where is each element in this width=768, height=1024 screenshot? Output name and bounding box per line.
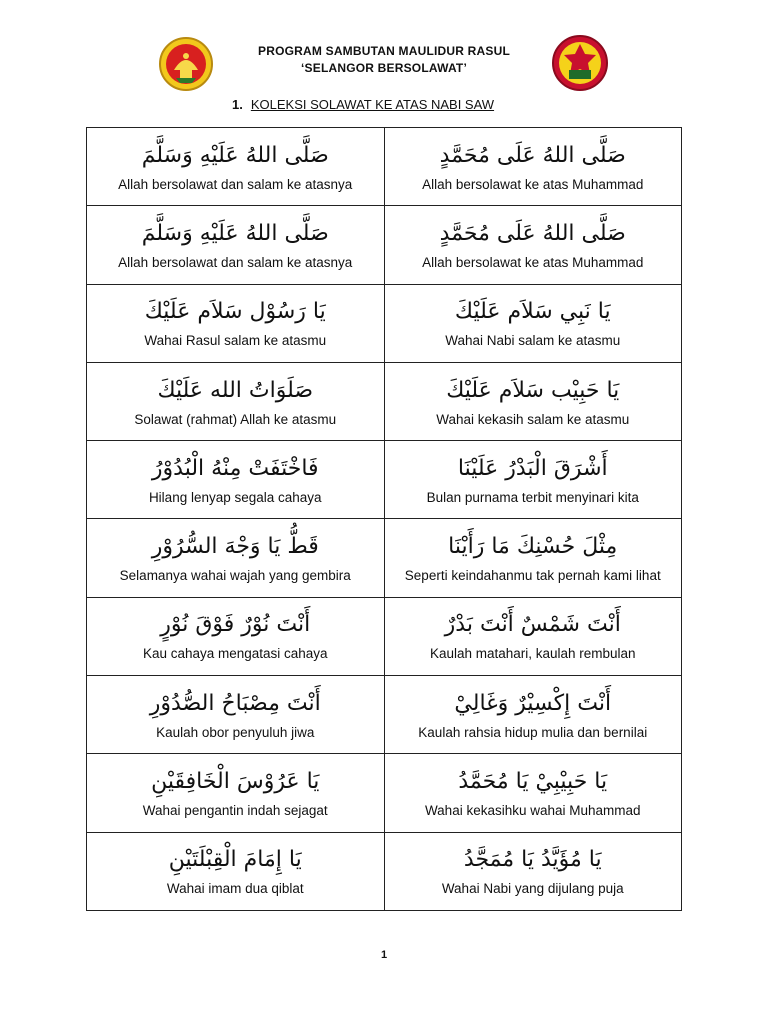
left-cell <box>87 597 385 675</box>
translation-text: Kaulah matahari, kaulah rembulan <box>429 646 636 662</box>
arabic-text: يَا مُؤَيَّدُ يَا مُمَجَّدُ <box>463 847 602 873</box>
translation-text: Wahai Rasul salam ke atasmu <box>144 333 327 349</box>
arabic-text: صَلَّى اللهُ عَلَى مُحَمَّدٍ <box>439 220 626 246</box>
program-subtitle: ‘SELANGOR BERSOLAWAT’ <box>301 61 467 75</box>
arabic-text: أَنْتَ شَمْسٌ أَنْتَ بَدْرٌ <box>444 612 621 638</box>
translation-text: Hilang lenyap segala cahaya <box>148 489 322 505</box>
right-cell <box>384 754 682 832</box>
translation-text: Wahai kekasihku wahai Muhammad <box>424 803 641 819</box>
translation-text: Wahai imam dua qiblat <box>166 881 304 897</box>
right-cell <box>384 206 682 284</box>
translation-text: Kau cahaya mengatasi cahaya <box>142 646 328 662</box>
table-row <box>87 128 682 206</box>
program-title: PROGRAM SAMBUTAN MAULIDUR RASUL <box>258 44 510 58</box>
section-title: KOLEKSI SOLAWAT KE ATAS NABI SAW <box>250 97 495 112</box>
arabic-text: أَنْتَ نُوْرٌ فَوْقَ نُوْرٍ <box>160 612 311 638</box>
right-cell <box>384 597 682 675</box>
arabic-text: أَنْتَ إِكْسِيْرٌ وَغَالِيْ <box>454 690 612 716</box>
arabic-text: صَلَّى اللهُ عَلَيْهِ وَسَلَّمَ <box>141 220 329 246</box>
right-cell <box>384 676 682 754</box>
arabic-text: يَا حَبِيْبِيْ يَا مُحَمَّدُ <box>458 769 608 795</box>
translation-text: Allah bersolawat ke atas Muhammad <box>422 254 644 270</box>
left-cell <box>87 832 385 910</box>
translation-text: Wahai Nabi salam ke atasmu <box>445 333 621 349</box>
right-cell <box>384 441 682 519</box>
section-heading <box>232 97 494 112</box>
arabic-text: صَلَّى اللهُ عَلَى مُحَمَّدٍ <box>439 142 626 168</box>
translation-text: Solawat (rahmat) Allah ke atasmu <box>134 411 337 427</box>
left-cell <box>87 284 385 362</box>
table-row <box>87 206 682 284</box>
right-cell <box>384 519 682 597</box>
arabic-text: صَلَوَاتُ الله عَلَيْكَ <box>157 377 314 403</box>
section-number: 1. <box>232 97 243 112</box>
translation-text: Allah bersolawat dan salam ke atasnya <box>118 176 353 192</box>
solawat-table <box>86 127 682 911</box>
translation-text: Allah bersolawat dan salam ke atasnya <box>118 254 353 270</box>
arabic-text: يَا نَبِي سَلاَم عَلَيْكَ <box>454 299 611 325</box>
arabic-text: مِثْلَ حُسْنِكَ مَا رَأَيْنَا <box>448 534 618 560</box>
table-row <box>87 676 682 754</box>
translation-text: Wahai kekasih salam ke atasmu <box>436 411 630 427</box>
table-row <box>87 597 682 675</box>
left-cell <box>87 441 385 519</box>
left-cell <box>87 754 385 832</box>
translation-text: Allah bersolawat ke atas Muhammad <box>422 176 644 192</box>
table-row <box>87 362 682 440</box>
right-cell <box>384 284 682 362</box>
arabic-text: يَا عَرُوْسَ الْخَافِقَيْنِ <box>151 769 320 795</box>
translation-text: Seperti keindahanmu tak pernah kami lihat <box>404 568 661 584</box>
arabic-text: قَطُّ يَا وَجْهَ السُّرُوْرِ <box>151 534 319 560</box>
left-cell <box>87 206 385 284</box>
table-row <box>87 754 682 832</box>
arabic-text: أَنْتَ مِصْبَاحُ الصُّدُوْرِ <box>149 690 321 716</box>
arabic-text: يَا حَبِيْب سَلاَم عَلَيْكَ <box>446 377 620 403</box>
left-cell <box>87 362 385 440</box>
arabic-text: يَا إِمَامَ الْقِبْلَتَيْنِ <box>168 847 302 873</box>
translation-text: Wahai pengantin indah sejagat <box>142 803 328 819</box>
table-row <box>87 519 682 597</box>
translation-text: Wahai Nabi yang dijulang puja <box>441 881 624 897</box>
document-header <box>0 43 768 77</box>
arabic-text: فَاخْتَفَتْ مِنْهُ الْبُدُوْرُ <box>151 455 319 481</box>
translation-text: Kaulah rahsia hidup mulia dan bernilai <box>418 724 648 740</box>
translation-text: Selamanya wahai wajah yang gembira <box>119 568 351 584</box>
arabic-text: صَلَّى اللهُ عَلَيْهِ وَسَلَّمَ <box>141 142 329 168</box>
left-cell <box>87 676 385 754</box>
table-row <box>87 284 682 362</box>
right-cell <box>384 362 682 440</box>
right-cell <box>384 832 682 910</box>
table-row <box>87 441 682 519</box>
page-number: 1 <box>380 949 388 961</box>
translation-text: Kaulah obor penyuluh jiwa <box>156 724 315 740</box>
arabic-text: أَشْرَقَ الْبَدْرُ عَلَيْنَا <box>457 455 608 481</box>
translation-text: Bulan purnama terbit menyinari kita <box>426 489 639 505</box>
table-row <box>87 832 682 910</box>
right-cell <box>384 128 682 206</box>
arabic-text: يَا رَسُوْل سَلاَم عَلَيْكَ <box>144 299 326 325</box>
left-cell <box>87 519 385 597</box>
left-cell <box>87 128 385 206</box>
